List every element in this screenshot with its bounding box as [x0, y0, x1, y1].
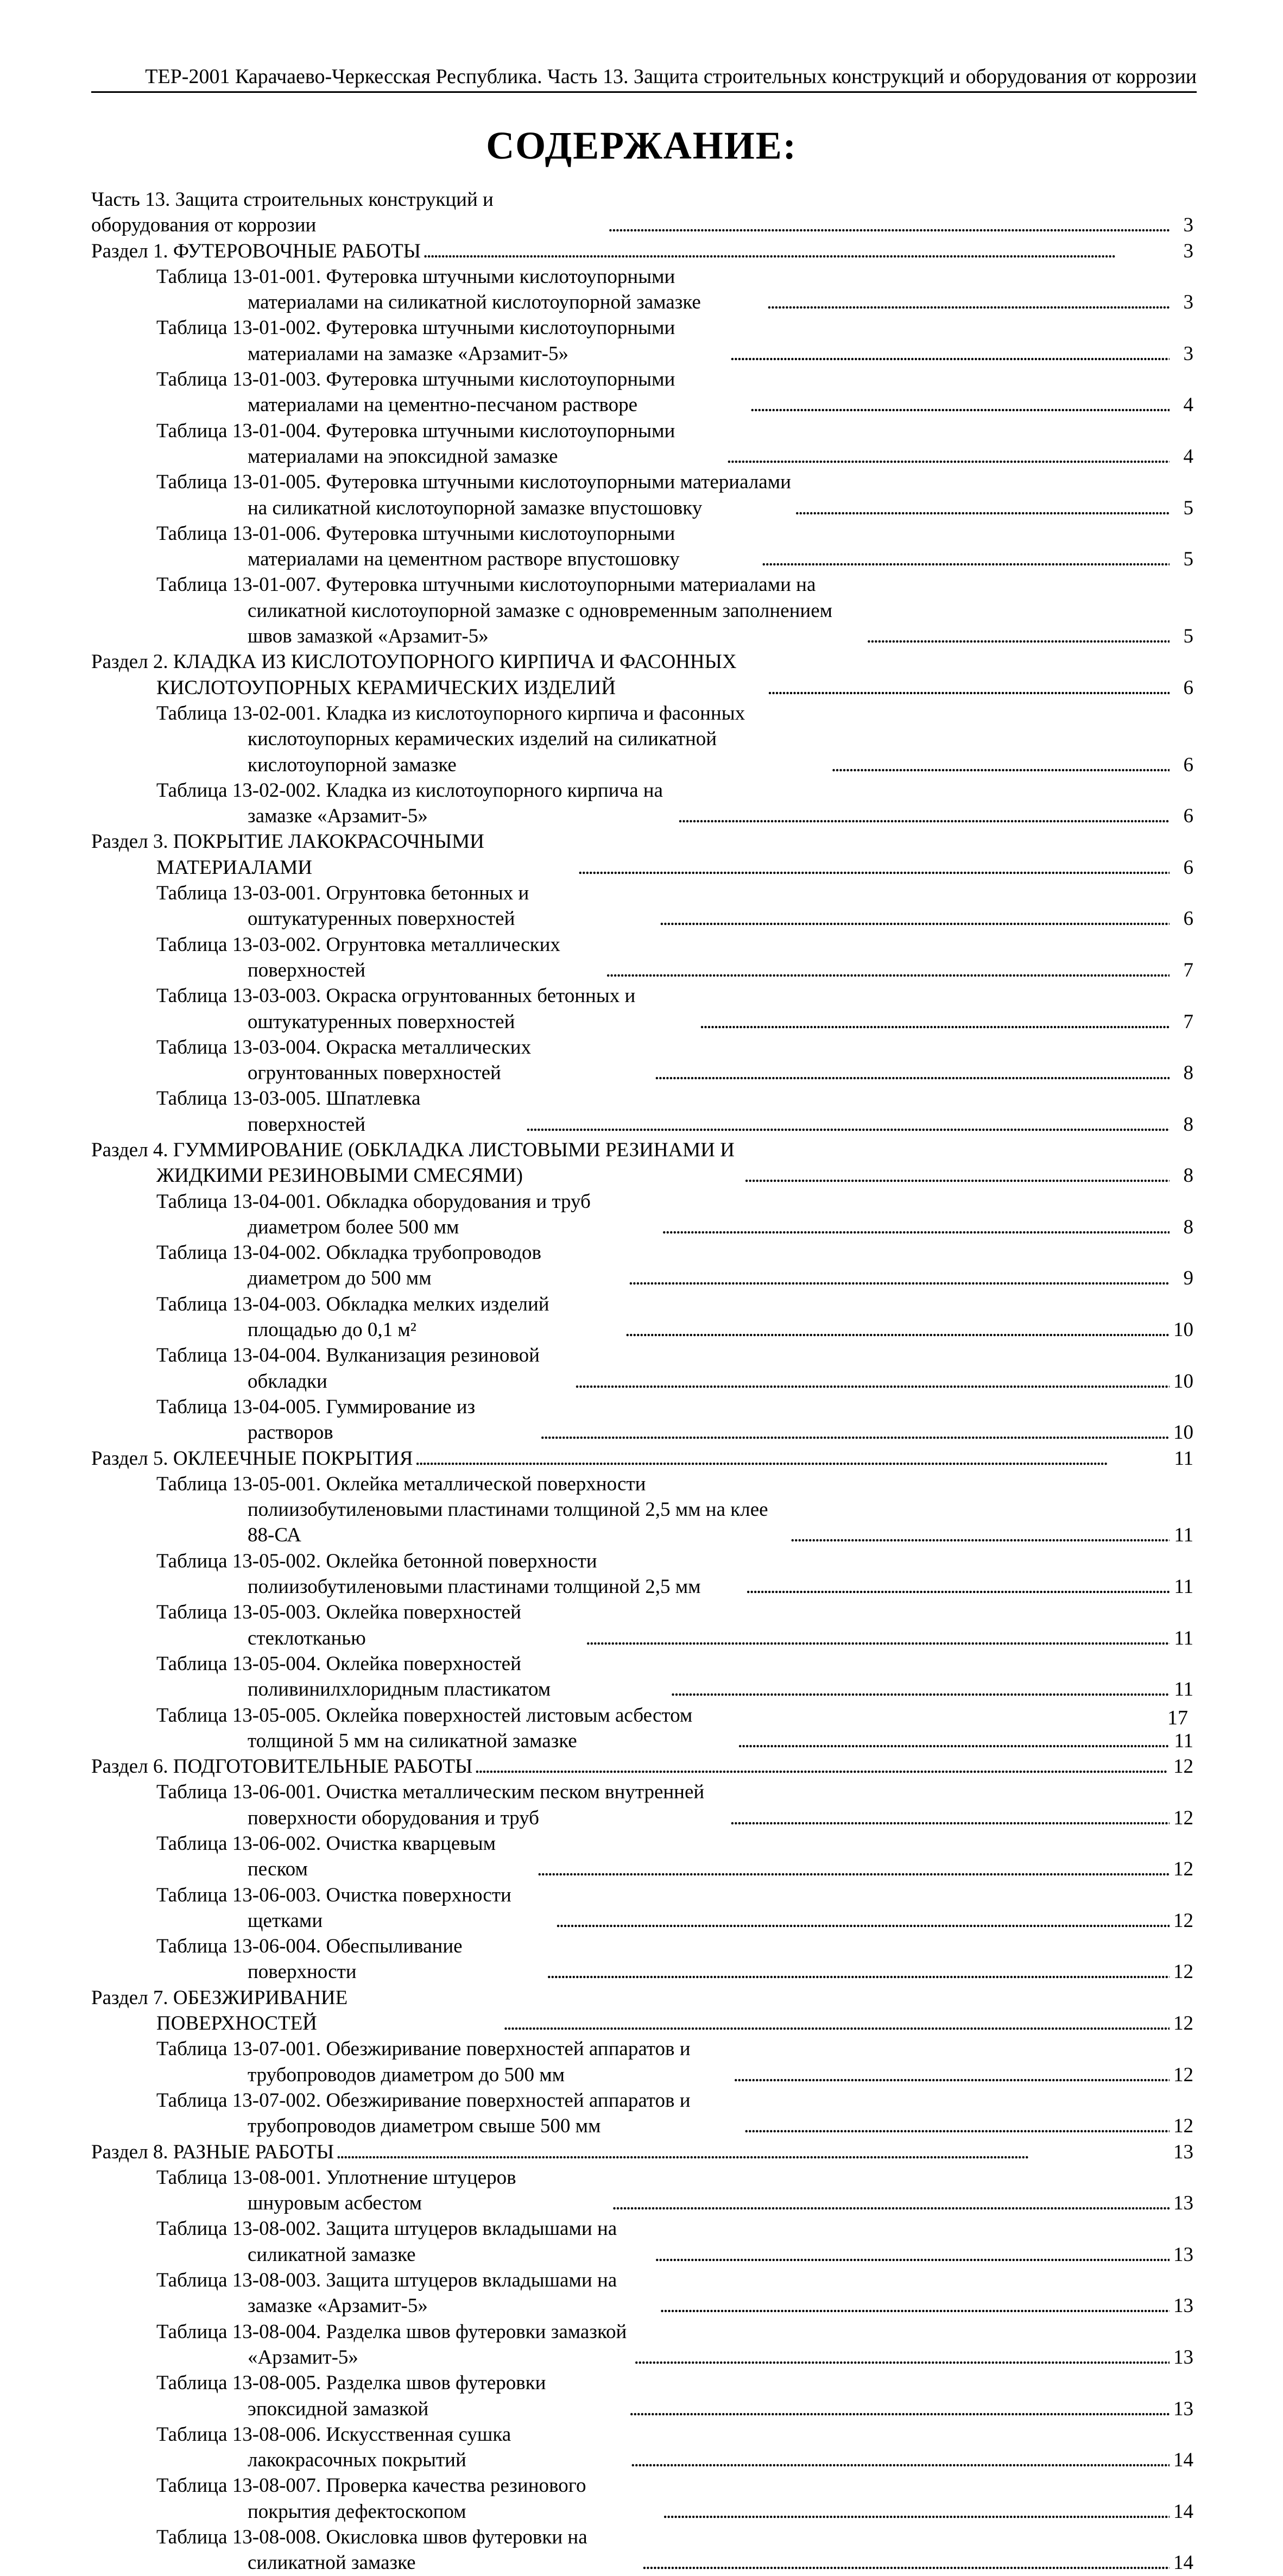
toc-entry-text: Таблица 13-05-005. Оклейка поверхностей листовым асбестом толщиной 5 мм на силикатной замазке	[156, 1704, 693, 1752]
toc-leader-dots	[628, 1265, 1170, 1291]
toc-page-number: 12	[1173, 2115, 1193, 2138]
toc-entry-text: Таблица 13-01-002. Футеровка штучными кислотоупорными материалами на замазке «Арзамит-5»	[156, 317, 675, 365]
page-number: 17	[1167, 1706, 1188, 1729]
toc-leader-dots	[671, 1677, 1170, 1702]
toc-table-entry[interactable]	[91, 418, 1193, 470]
toc-leader-dots	[612, 2190, 1170, 2216]
toc-leader-dots	[737, 1728, 1170, 1754]
toc-leader-dots	[547, 1959, 1170, 1985]
toc-page-number: 14	[1173, 2449, 1193, 2472]
toc-section-entry[interactable]	[91, 1754, 1193, 1779]
toc-entry-text: Раздел 1. ФУТЕРОВОЧНЫЕ РАБОТЫ	[91, 240, 421, 262]
toc-entry-text: Таблица 13-03-002. Огрунтовка металлических поверхностей	[156, 933, 560, 981]
toc-table-entry[interactable]	[91, 1882, 1193, 1934]
toc-leader-dots	[659, 906, 1170, 931]
toc-page-number: 14	[1173, 2500, 1193, 2523]
toc-entry-text: Таблица 13-04-003. Обкладка мелких изделий площадью до 0,1 м²	[156, 1293, 549, 1341]
toc-entry-text: Таблица 13-08-006. Искусственная сушка лакокрасочных покрытий	[156, 2423, 511, 2472]
toc-entry-text: Таблица 13-06-003. Очистка поверхности щетками	[156, 1884, 511, 1932]
toc-page-number: 9	[1183, 1267, 1193, 1290]
toc-section-entry[interactable]	[91, 2139, 1193, 2165]
toc-page-number: 8	[1183, 1164, 1193, 1187]
toc-page-number: 6	[1183, 753, 1193, 776]
toc-leader-dots	[795, 495, 1170, 521]
toc-leader-dots	[734, 2062, 1170, 2088]
toc-section-entry[interactable]	[91, 1137, 1193, 1189]
toc-page-number: 7	[1183, 959, 1193, 981]
toc-entry-text: Таблица 13-08-003. Защита штуцеров вкладышами на замазке «Арзамит-5»	[156, 2269, 617, 2317]
toc-entry-text: Раздел 5. ОКЛЕЕЧНЫЕ ПОКРЫТИЯ	[91, 1447, 413, 1470]
toc-page-number: 11	[1174, 1576, 1193, 1598]
toc-leader-dots	[540, 1420, 1170, 1445]
toc-entry-text: Таблица 13-01-001. Футеровка штучными кислотоупорными материалами на силикатной кислотоупорной замазке	[156, 265, 701, 314]
toc-table-entry[interactable]	[91, 1599, 1193, 1651]
toc-page-number: 13	[1173, 2295, 1193, 2317]
toc-leader-dots	[663, 2499, 1170, 2524]
toc-leader-dots	[608, 212, 1170, 238]
toc-leader-dots	[867, 623, 1170, 649]
toc-leader-dots	[750, 392, 1170, 418]
toc-page-number: 12	[1173, 2012, 1193, 2035]
toc-entry-text: Раздел 3. ПОКРЫТИЕ ЛАКОКРАСОЧНЫМИ МАТЕРИАЛАМИ	[91, 830, 484, 879]
toc-leader-dots	[790, 1522, 1170, 1548]
toc-table-entry[interactable]	[91, 2216, 1193, 2268]
toc-entry-text: Таблица 13-04-005. Гуммирование из растворов	[156, 1395, 476, 1444]
toc-table-entry[interactable]	[91, 1086, 1193, 1137]
toc-page-number: 12	[1173, 1755, 1193, 1778]
toc-entry-text: Таблица 13-08-004. Разделка швов футеровки замазкой «Арзамит-5»	[156, 2320, 627, 2369]
toc-page-number: 5	[1183, 625, 1193, 648]
toc-table-entry[interactable]	[91, 2422, 1193, 2473]
toc-table-entry[interactable]	[91, 572, 1193, 649]
toc-leader-dots	[730, 1805, 1170, 1831]
toc-leader-dots	[642, 2550, 1170, 2575]
toc-leader-dots	[625, 1317, 1170, 1343]
toc-page-number: 8	[1183, 1062, 1193, 1085]
toc-entry-text: Таблица 13-01-007. Футеровка штучными кислотоупорными материалами на силикатной кислотоупорной замазке с одновременным заполнением швов замазкой «Арзамит-5»	[156, 574, 833, 648]
toc-table-entry[interactable]	[91, 2165, 1193, 2216]
toc-table-entry[interactable]	[91, 2268, 1193, 2319]
toc-entry-text: Раздел 6. ПОДГОТОВИТЕЛЬНЫЕ РАБОТЫ	[91, 1755, 473, 1778]
toc-section-entry[interactable]	[91, 238, 1193, 264]
table-of-contents	[91, 187, 1193, 2576]
toc-leader-dots	[699, 1009, 1170, 1035]
toc-entry-text: Таблица 13-03-003. Окраска огрунтованных бетонных и оштукатуренных поверхностей	[156, 985, 636, 1033]
toc-leader-dots	[744, 2113, 1170, 2139]
toc-leader-dots	[578, 855, 1170, 880]
toc-leader-dots	[630, 2447, 1170, 2473]
toc-entry-text: Раздел 7. ОБЕЗЖИРИВАНИЕ ПОВЕРХНОСТЕЙ	[91, 1986, 348, 2035]
toc-entry-text: Таблица 13-06-001. Очистка металлическим песком внутренней поверхности оборудования и труб	[156, 1781, 705, 1829]
toc-page-number: 6	[1183, 805, 1193, 828]
toc-page-number: 13	[1173, 2243, 1193, 2266]
toc-entry-text: Таблица 13-03-001. Огрунтовка бетонных и оштукатуренных поверхностей	[156, 882, 529, 930]
toc-page-number: 4	[1183, 445, 1193, 468]
toc-entry-text: Таблица 13-03-005. Шпатлевка поверхностей	[156, 1087, 421, 1136]
toc-page-number: 11	[1174, 1627, 1193, 1649]
toc-leader-dots	[537, 1856, 1170, 1882]
toc-entry-text: Таблица 13-04-002. Обкладка трубопроводов диаметром до 500 мм	[156, 1242, 541, 1290]
toc-leader-dots	[678, 803, 1170, 829]
toc-table-entry[interactable]	[91, 1471, 1193, 1548]
toc-page-number: 12	[1173, 2063, 1193, 2086]
toc-entry-text: Таблица 13-05-004. Оклейка поверхностей поливинилхлоридным пластикатом	[156, 1652, 551, 1701]
toc-leader-dots	[629, 2396, 1170, 2422]
toc-entry-text: Таблица 13-07-002. Обезжиривание поверхностей аппаратов и трубопроводов диаметром свыше 500 мм	[156, 2089, 691, 2138]
page-title: СОДЕРЖАНИЕ:	[486, 124, 797, 167]
toc-table-entry[interactable]	[91, 1394, 1193, 1446]
toc-page-number: 12	[1173, 1858, 1193, 1881]
toc-page-number: 4	[1183, 394, 1193, 417]
toc-leader-dots	[654, 1060, 1170, 1086]
toc-table-entry[interactable]	[91, 1240, 1193, 1292]
toc-table-entry[interactable]	[91, 2319, 1193, 2371]
toc-entry-text: Таблица 13-08-008. Окисловка швов футеровки на силикатной замазке	[156, 2526, 587, 2574]
toc-entry-text: Таблица 13-08-002. Защита штуцеров вкладышами на силикатной замазке	[156, 2218, 617, 2266]
toc-page-number: 5	[1183, 496, 1193, 519]
toc-entry-text: Таблица 13-05-003. Оклейка поверхностей стеклотканью	[156, 1601, 521, 1649]
toc-leader-dots	[767, 675, 1170, 701]
toc-page-number: 3	[1183, 214, 1193, 237]
toc-entry-text: Таблица 13-06-002. Очистка кварцевым песком	[156, 1832, 496, 1881]
toc-leader-dots	[744, 1163, 1170, 1188]
toc-table-entry[interactable]	[91, 1189, 1193, 1240]
toc-leader-dots	[726, 444, 1170, 469]
toc-table-entry[interactable]	[91, 2473, 1193, 2524]
toc-table-entry[interactable]	[91, 2524, 1193, 2576]
toc-page-number: 8	[1183, 1215, 1193, 1238]
toc-page-number: 6	[1183, 908, 1193, 930]
toc-page-number: 12	[1173, 1961, 1193, 1983]
toc-part-entry[interactable]	[91, 187, 1193, 238]
toc-table-entry[interactable]	[91, 315, 1193, 367]
toc-entry-text: Раздел 8. РАЗНЫЕ РАБОТЫ	[91, 2140, 334, 2163]
toc-page-number: 6	[1183, 856, 1193, 879]
toc-entry-text: Раздел 4. ГУММИРОВАНИЕ (ОБКЛАДКА ЛИСТОВЫМИ РЕЗИНАМИ И ЖИДКИМИ РЕЗИНОВЫМИ СМЕСЯМИ)	[91, 1138, 735, 1187]
toc-leader-dots	[634, 2345, 1170, 2370]
toc-leader-dots	[746, 1574, 1170, 1599]
toc-table-entry[interactable]	[91, 2036, 1193, 2088]
toc-page-number: 10	[1173, 1421, 1193, 1444]
toc-leader-dots	[662, 1214, 1170, 1240]
toc-leader-dots	[503, 2011, 1170, 2036]
toc-leader-dots	[767, 289, 1170, 315]
toc-page-number: 7	[1183, 1010, 1193, 1033]
toc-entry-text: Таблица 13-04-001. Обкладка оборудования и труб диаметром более 500 мм	[156, 1190, 591, 1238]
toc-leader-dots	[336, 2139, 1170, 2165]
toc-leader-dots	[730, 341, 1170, 367]
toc-leader-dots	[831, 752, 1170, 778]
toc-section-entry[interactable]	[91, 1446, 1193, 1471]
toc-page-number: 11	[1174, 1447, 1193, 1470]
toc-leader-dots	[526, 1112, 1170, 1137]
toc-table-entry[interactable]	[91, 1343, 1193, 1394]
toc-page-number: 6	[1183, 676, 1193, 699]
toc-page-number: 5	[1183, 548, 1193, 571]
toc-table-entry[interactable]	[91, 2370, 1193, 2422]
toc-page-number: 11	[1174, 1678, 1193, 1701]
toc-page-number: 12	[1173, 1806, 1193, 1829]
toc-entry-text: Таблица 13-05-001. Оклейка металлической поверхности полиизобутиленовыми пластинами толщиной 2,5 мм на клее 88-СА	[156, 1472, 768, 1547]
running-header: ТЕР-2001 Карачаево-Черкесская Республика. Часть 13. Защита строительных конструкций и оборудования от коррозии	[91, 64, 1197, 93]
toc-entry-text: Таблица 13-08-001. Уплотнение штуцеров шнуровым асбестом	[156, 2166, 516, 2215]
toc-table-entry[interactable]	[91, 1035, 1193, 1086]
toc-entry-text: Таблица 13-01-006. Футеровка штучными кислотоупорными материалами на цементном растворе впустошовку	[156, 522, 680, 571]
toc-page-number: 3	[1183, 240, 1193, 262]
toc-table-entry[interactable]	[91, 1548, 1193, 1600]
toc-entry-text: Таблица 13-07-001. Обезжиривание поверхностей аппаратов и трубопроводов диаметром до 500 мм	[156, 2038, 691, 2086]
toc-table-entry[interactable]	[91, 264, 1193, 316]
toc-table-entry[interactable]	[91, 2088, 1193, 2139]
toc-entry-text: Таблица 13-02-002. Кладка из кислотоупорного кирпича на замазке «Арзамит-5»	[156, 779, 663, 828]
toc-table-entry[interactable]	[91, 1933, 1193, 1985]
toc-entry-text: Таблица 13-08-005. Разделка швов футеровки эпоксидной замазкой	[156, 2372, 546, 2420]
toc-page-number: 10	[1173, 1319, 1193, 1341]
toc-section-entry[interactable]	[91, 649, 1193, 701]
toc-page-number: 13	[1173, 2140, 1193, 2163]
toc-page-number: 8	[1183, 1113, 1193, 1136]
toc-section-entry[interactable]	[91, 1985, 1193, 2037]
toc-page-number: 3	[1183, 342, 1193, 365]
toc-leader-dots	[475, 1754, 1170, 1779]
toc-entry-text: Таблица 13-06-004. Обеспыливание поверхности	[156, 1935, 463, 1983]
toc-page-number: 12	[1173, 1909, 1193, 1932]
toc-table-entry[interactable]	[91, 1703, 1193, 1754]
toc-page-number: 13	[1173, 2192, 1193, 2215]
toc-entry-text: Часть 13. Защита строительных конструкций и оборудования от коррозии	[91, 188, 494, 237]
toc-table-entry[interactable]	[91, 701, 1193, 778]
toc-table-entry[interactable]	[91, 1779, 1193, 1831]
toc-page-number: 11	[1174, 1524, 1193, 1547]
toc-table-entry[interactable]	[91, 778, 1193, 829]
toc-table-entry[interactable]	[91, 932, 1193, 984]
toc-page-number: 10	[1173, 1370, 1193, 1393]
toc-entry-text: Таблица 13-01-005. Футеровка штучными кислотоупорными материалами на силикатной кислотоупорной замазке впустошовку	[156, 471, 791, 519]
toc-table-entry[interactable]	[91, 983, 1193, 1035]
toc-entry-text: Таблица 13-03-004. Окраска металлических огрунтованных поверхностей	[156, 1036, 532, 1085]
toc-page-number: 13	[1173, 2346, 1193, 2369]
toc-entry-text: Таблица 13-08-007. Проверка качества резинового покрытия дефектоскопом	[156, 2474, 586, 2523]
toc-entry-text: Таблица 13-04-004. Вулканизация резиновой обкладки	[156, 1344, 540, 1393]
toc-leader-dots	[574, 1369, 1170, 1394]
toc-table-entry[interactable]	[91, 1292, 1193, 1343]
toc-table-entry[interactable]	[91, 521, 1193, 572]
toc-entry-text: Таблица 13-05-002. Оклейка бетонной поверхности полиизобутиленовыми пластинами толщиной 2,5 мм	[156, 1550, 701, 1598]
toc-table-entry[interactable]	[91, 880, 1193, 932]
toc-leader-dots	[555, 1908, 1170, 1933]
toc-section-entry[interactable]	[91, 829, 1193, 880]
toc-leader-dots	[761, 546, 1170, 572]
toc-leader-dots	[655, 2242, 1170, 2268]
toc-page-number: 11	[1174, 1729, 1193, 1752]
toc-table-entry[interactable]	[91, 367, 1193, 418]
toc-page-number: 13	[1173, 2397, 1193, 2420]
toc-leader-dots	[415, 1446, 1170, 1471]
toc-page-number: 14	[1173, 2552, 1193, 2574]
toc-table-entry[interactable]	[91, 469, 1193, 521]
toc-leader-dots	[606, 958, 1170, 983]
toc-entry-text: Раздел 2. КЛАДКА ИЗ КИСЛОТОУПОРНОГО КИРПИЧА И ФАСОННЫХ КИСЛОТОУПОРНЫХ КЕРАМИЧЕСКИХ ИЗДЕЛИЙ	[91, 651, 737, 699]
toc-leader-dots	[423, 238, 1170, 264]
toc-table-entry[interactable]	[91, 1651, 1193, 1703]
toc-leader-dots	[660, 2293, 1170, 2319]
toc-table-entry[interactable]	[91, 1831, 1193, 1882]
toc-leader-dots	[586, 1626, 1170, 1651]
toc-page-number: 3	[1183, 291, 1193, 314]
toc-entry-text: Таблица 13-02-001. Кладка из кислотоупорного кирпича и фасонных кислотоупорных керамических изделий на силикатной кислотоупорной замазке	[156, 702, 745, 776]
toc-entry-text: Таблица 13-01-004. Футеровка штучными кислотоупорными материалами на эпоксидной замазке	[156, 419, 675, 468]
toc-entry-text: Таблица 13-01-003. Футеровка штучными кислотоупорными материалами на цементно-песчаном растворе	[156, 368, 675, 417]
